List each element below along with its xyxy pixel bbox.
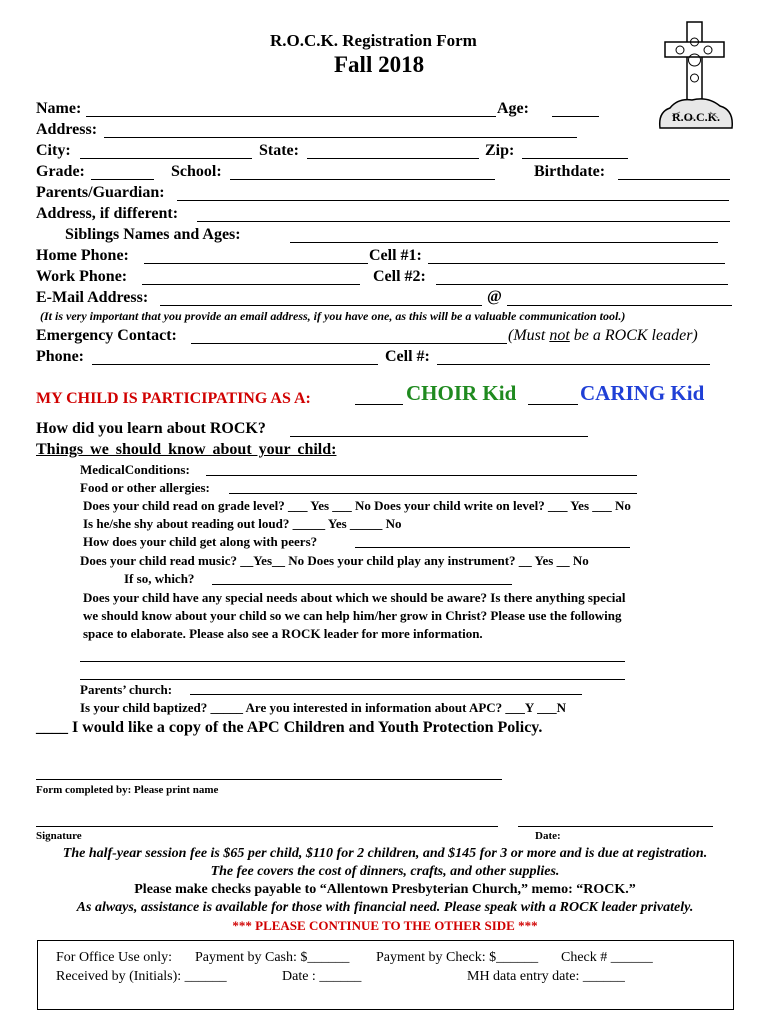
shy-question: Is he/she shy about reading out loud? _____ Yes _____ No xyxy=(83,516,402,531)
phone-field[interactable] xyxy=(92,364,378,365)
mh-entry-date: MH data entry date: ______ xyxy=(467,969,625,984)
parents-field[interactable] xyxy=(177,200,729,201)
fee-covers-note: The fee covers the cost of dinners, crafts, and other supplies. xyxy=(210,864,560,879)
continue-note: *** PLEASE CONTINUE TO THE OTHER SIDE *** xyxy=(232,918,538,933)
age-field[interactable] xyxy=(552,116,599,117)
church-field[interactable] xyxy=(190,694,582,695)
cell1-field[interactable] xyxy=(428,263,725,264)
special-needs-line3: space to elaborate. Please also see a ROCK leader for more information. xyxy=(83,626,483,641)
siblings-label: Siblings Names and Ages: xyxy=(65,226,241,243)
signature-field[interactable] xyxy=(36,826,498,827)
special-needs-field-1[interactable] xyxy=(80,661,625,662)
email-domain-field[interactable] xyxy=(507,305,732,306)
church-label: Parents’ church: xyxy=(80,682,173,697)
learn-field[interactable] xyxy=(290,436,588,437)
parents-label: Parents/Guardian: xyxy=(36,184,165,201)
emergency-field[interactable] xyxy=(191,343,507,344)
address-label: Address: xyxy=(36,121,98,138)
city-label: City: xyxy=(36,142,71,159)
address-different-field[interactable] xyxy=(197,221,730,222)
assistance-note: As always, assistance is available for those with financial need. Please speak with a ROCK leader privately. xyxy=(76,900,694,915)
print-name-field[interactable] xyxy=(36,779,502,780)
email-note: (It is very important that you provide an email address, if you have one, as this will be a valuable communication tool.) xyxy=(40,309,626,323)
learn-label: How did you learn about ROCK? xyxy=(36,420,266,437)
medical-field[interactable] xyxy=(206,475,637,476)
special-needs-line1: Does your child have any special needs about which we should be aware? Is there anything special xyxy=(83,590,626,605)
music-question: Does your child read music? __Yes__ No Does your child play any instrument? __ Yes __ No xyxy=(80,553,589,568)
zip-label: Zip: xyxy=(485,142,515,159)
date-label: Date: xyxy=(535,830,561,842)
cell1-label: Cell #1: xyxy=(369,247,422,264)
allergies-field[interactable] xyxy=(229,493,637,494)
caring-kid-option: CARING Kid xyxy=(580,381,705,405)
birthdate-label: Birthdate: xyxy=(534,163,606,180)
zip-field[interactable] xyxy=(522,158,628,159)
school-field[interactable] xyxy=(230,179,495,180)
grade-level-question: Does your child read on grade level? ___ Yes ___ No Does your child write on level? ___ Yes ___ No xyxy=(83,498,631,513)
home-phone-label: Home Phone: xyxy=(36,247,129,264)
office-date: Date : ______ xyxy=(282,969,362,984)
cash-payment: Payment by Cash: $______ xyxy=(195,950,350,965)
address-field[interactable] xyxy=(104,137,577,138)
special-needs-field-2[interactable] xyxy=(80,679,625,680)
baptized-question: Is your child baptized? _____ Are you interested in information about APC? ___Y ___N xyxy=(80,700,566,715)
participation-label: MY CHILD IS PARTICIPATING AS A: xyxy=(36,390,311,407)
address-different-label: Address, if different: xyxy=(36,205,179,222)
email-label: E-Mail Address: xyxy=(36,289,149,306)
grade-field[interactable] xyxy=(91,179,154,180)
rock-logo xyxy=(650,20,740,135)
received-by: Received by (Initials): ______ xyxy=(56,969,227,984)
instrument-label: If so, which? xyxy=(124,571,195,586)
checks-note: Please make checks payable to “Allentown Presbyterian Church,” memo: “ROCK.” xyxy=(134,882,636,897)
policy-request: ____ I would like a copy of the APC Children and Youth Protection Policy. xyxy=(36,719,543,736)
office-use-label: For Office Use only: xyxy=(56,950,172,965)
home-phone-field[interactable] xyxy=(144,263,368,264)
phone-label: Phone: xyxy=(36,348,84,365)
emergency-note: (Must not be a ROCK leader) xyxy=(508,327,698,344)
choir-checkbox-line[interactable] xyxy=(355,404,403,405)
fee-note: The half-year session fee is $65 per child, $110 for 2 children, and $145 for 3 or more and is due at registration. xyxy=(62,846,708,861)
cell2-label: Cell #2: xyxy=(373,268,426,285)
form-subtitle: Fall 2018 xyxy=(334,52,425,77)
allergies-label: Food or other allergies: xyxy=(80,480,210,495)
special-needs-line2: we should know about your child so we can help him/her grow in Christ? Please use the following xyxy=(83,608,622,623)
emergency-label: Emergency Contact: xyxy=(36,327,177,344)
cell-field[interactable] xyxy=(437,364,710,365)
siblings-field[interactable] xyxy=(290,242,718,243)
state-label: State: xyxy=(259,142,299,159)
grade-label: Grade: xyxy=(36,163,85,180)
name-label: Name: xyxy=(36,100,82,117)
state-field[interactable] xyxy=(307,158,479,159)
peers-question: How does your child get along with peers? xyxy=(83,534,318,549)
caring-checkbox-line[interactable] xyxy=(528,404,578,405)
peers-field[interactable] xyxy=(355,547,630,548)
logo-text: R.O.C.K. xyxy=(672,110,720,124)
print-name-label: Form completed by: Please print name xyxy=(36,784,219,796)
email-at: @ xyxy=(487,288,502,305)
form-title: R.O.C.K. Registration Form xyxy=(270,31,477,50)
city-field[interactable] xyxy=(80,158,252,159)
cell2-field[interactable] xyxy=(436,284,728,285)
email-user-field[interactable] xyxy=(160,305,482,306)
cell-label: Cell #: xyxy=(385,348,430,365)
check-number: Check # ______ xyxy=(561,950,653,965)
school-label: School: xyxy=(171,163,222,180)
date-field[interactable] xyxy=(518,826,713,827)
work-phone-label: Work Phone: xyxy=(36,268,128,285)
instrument-field[interactable] xyxy=(212,584,512,585)
name-field[interactable] xyxy=(86,116,496,117)
signature-label: Signature xyxy=(36,830,82,842)
medical-label: MedicalConditions: xyxy=(80,462,190,477)
things-heading: Things we should know about your child: xyxy=(36,441,337,458)
work-phone-field[interactable] xyxy=(142,284,360,285)
check-payment: Payment by Check: $______ xyxy=(376,950,539,965)
choir-kid-option: CHOIR Kid xyxy=(406,381,517,405)
birthdate-field[interactable] xyxy=(618,179,730,180)
age-label: Age: xyxy=(497,100,529,117)
